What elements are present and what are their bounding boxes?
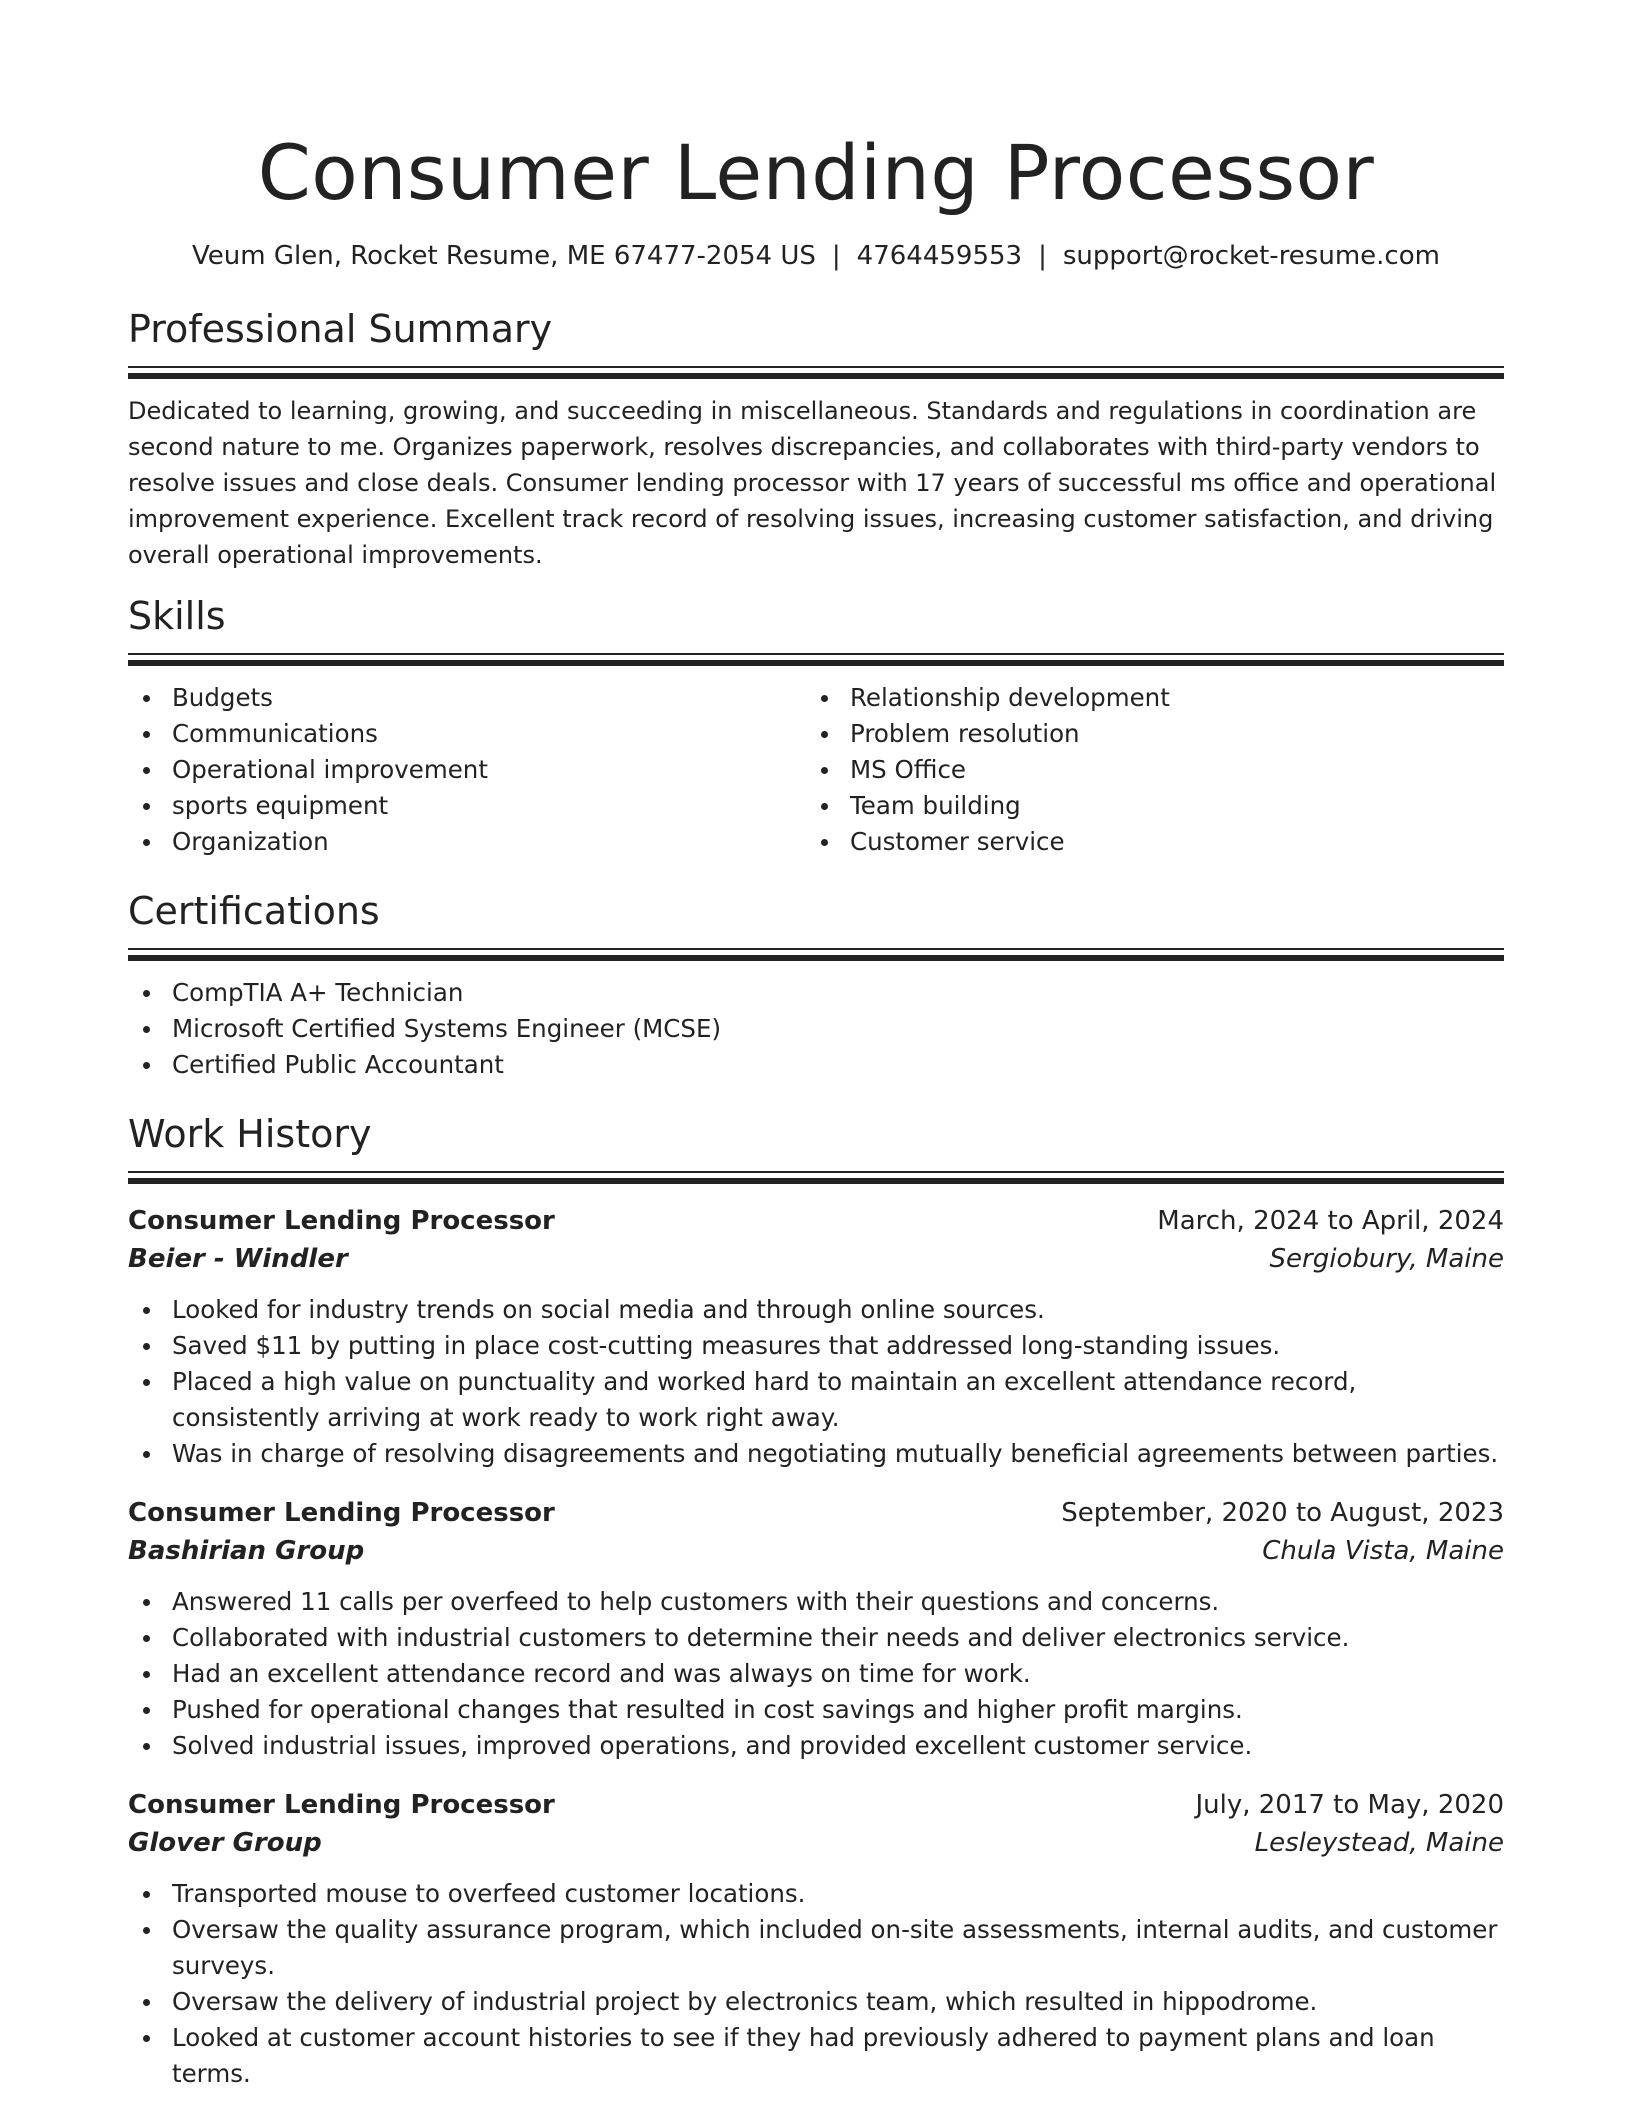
- section-heading-skills: Skills: [128, 594, 226, 638]
- job-bullets: [128, 1584, 1504, 1764]
- job-bullet: Collaborated with industrial customers to determine their needs and deliver electronics service.: [128, 1620, 1504, 1656]
- job-entry: [128, 1494, 1504, 1764]
- skill-item: MS Office: [806, 752, 1484, 788]
- summary-section: [128, 304, 1504, 573]
- skills-list-left: [128, 680, 806, 860]
- section-heading-certifications: Certifications: [128, 889, 380, 933]
- skills-grid: [128, 680, 1504, 860]
- job-bullet: Had an excellent attendance record and was always on time for work.: [128, 1656, 1504, 1692]
- contact-separator: |: [831, 241, 841, 271]
- contact-phone: 4764459553: [856, 241, 1023, 271]
- skill-item: Problem resolution: [806, 716, 1484, 752]
- job-bullets: [128, 1876, 1504, 2092]
- skill-item: Communications: [128, 716, 806, 752]
- job-company: Glover Group: [128, 1828, 322, 1858]
- contact-address: Veum Glen, Rocket Resume, ME 67477-2054 US: [192, 241, 816, 271]
- job-title: Consumer Lending Processor: [128, 1498, 555, 1528]
- skill-item: Customer service: [806, 824, 1484, 860]
- job-location: Chula Vista, Maine: [1262, 1536, 1504, 1566]
- resume-page: [128, 0, 1504, 2092]
- job-bullet: Oversaw the delivery of industrial project by electronics team, which resulted in hippodrome.: [128, 1984, 1504, 2020]
- job-bullets: [128, 1292, 1504, 1472]
- job-subheader-row: [128, 1824, 1504, 1862]
- skills-list-right: [806, 680, 1484, 860]
- skill-item: Organization: [128, 824, 806, 860]
- certification-item: Microsoft Certified Systems Engineer (MCSE): [128, 1011, 1504, 1047]
- certifications-section: [128, 886, 1504, 1083]
- job-location: Lesleystead, Maine: [1254, 1828, 1504, 1858]
- job-bullet: Transported mouse to overfeed customer locations.: [128, 1876, 1504, 1912]
- section-divider: [128, 653, 1504, 666]
- job-entry: [128, 1202, 1504, 1472]
- job-dates: July, 2017 to May, 2020: [1195, 1790, 1504, 1820]
- section-divider: [128, 366, 1504, 379]
- skill-item: Operational improvement: [128, 752, 806, 788]
- job-header-row: [128, 1494, 1504, 1532]
- certification-item: Certified Public Accountant: [128, 1047, 1504, 1083]
- job-bullet: Answered 11 calls per overfeed to help customers with their questions and concerns.: [128, 1584, 1504, 1620]
- job-bullet: Looked for industry trends on social media and through online sources.: [128, 1292, 1504, 1328]
- job-subheader-row: [128, 1240, 1504, 1278]
- contact-email[interactable]: support@rocket-resume.com: [1062, 241, 1440, 271]
- job-bullet: Pushed for operational changes that resulted in cost savings and higher profit margins.: [128, 1692, 1504, 1728]
- contact-separator: |: [1038, 241, 1047, 271]
- job-title: Consumer Lending Processor: [128, 1206, 555, 1236]
- job-title: Consumer Lending Processor: [128, 1790, 555, 1820]
- skill-item: sports equipment: [128, 788, 806, 824]
- job-bullet: Placed a high value on punctuality and worked hard to maintain an excellent attendance record, consistently arriving at work ready to work right away.: [128, 1364, 1504, 1436]
- job-bullet: Looked at customer account histories to see if they had previously adhered to payment plans and loan terms.: [128, 2020, 1504, 2092]
- skill-item: Budgets: [128, 680, 806, 716]
- job-dates: September, 2020 to August, 2023: [1061, 1498, 1504, 1528]
- job-company: Bashirian Group: [128, 1536, 365, 1566]
- contact-line: [128, 236, 1504, 276]
- section-divider: [128, 1171, 1504, 1184]
- skill-item: Team building: [806, 788, 1484, 824]
- section-heading-work-history: Work History: [128, 1112, 372, 1156]
- job-bullet: Was in charge of resolving disagreements and negotiating mutually beneficial agreements between parties.: [128, 1436, 1504, 1472]
- section-heading-summary: Professional Summary: [128, 307, 553, 351]
- job-bullet: Solved industrial issues, improved operations, and provided excellent customer service.: [128, 1728, 1504, 1764]
- skill-item: Relationship development: [806, 680, 1484, 716]
- certifications-list: [128, 975, 1504, 1083]
- job-subheader-row: [128, 1532, 1504, 1570]
- job-header-row: [128, 1786, 1504, 1824]
- job-entry: [128, 1786, 1504, 2092]
- job-bullet: Oversaw the quality assurance program, which included on-site assessments, internal audits, and customer surveys.: [128, 1912, 1504, 1984]
- skills-section: [128, 591, 1504, 860]
- job-dates: March, 2024 to April, 2024: [1157, 1206, 1504, 1236]
- certification-item: CompTIA A+ Technician: [128, 975, 1504, 1011]
- job-bullet: Saved $11 by putting in place cost-cutting measures that addressed long-standing issues.: [128, 1328, 1504, 1364]
- job-header-row: [128, 1202, 1504, 1240]
- resume-title: Consumer Lending Processor: [257, 128, 1375, 217]
- job-location: Sergiobury, Maine: [1269, 1244, 1504, 1274]
- summary-text: Dedicated to learning, growing, and succeeding in miscellaneous. Standards and regulations in coordination are second nature to me. Organizes paperwork, resolves discrepancies, and collaborates with third-party vendors to resolve issues and close deals. Consumer lending processor with 17 years of successful ms office and operational improvement experience. Excellent track record of resolving issues, increasing customer satisfaction, and driving overall operational improvements.: [128, 397, 1497, 569]
- work-history-section: [128, 1109, 1504, 2092]
- job-company: Beier - Windler: [128, 1244, 348, 1274]
- section-divider: [128, 948, 1504, 961]
